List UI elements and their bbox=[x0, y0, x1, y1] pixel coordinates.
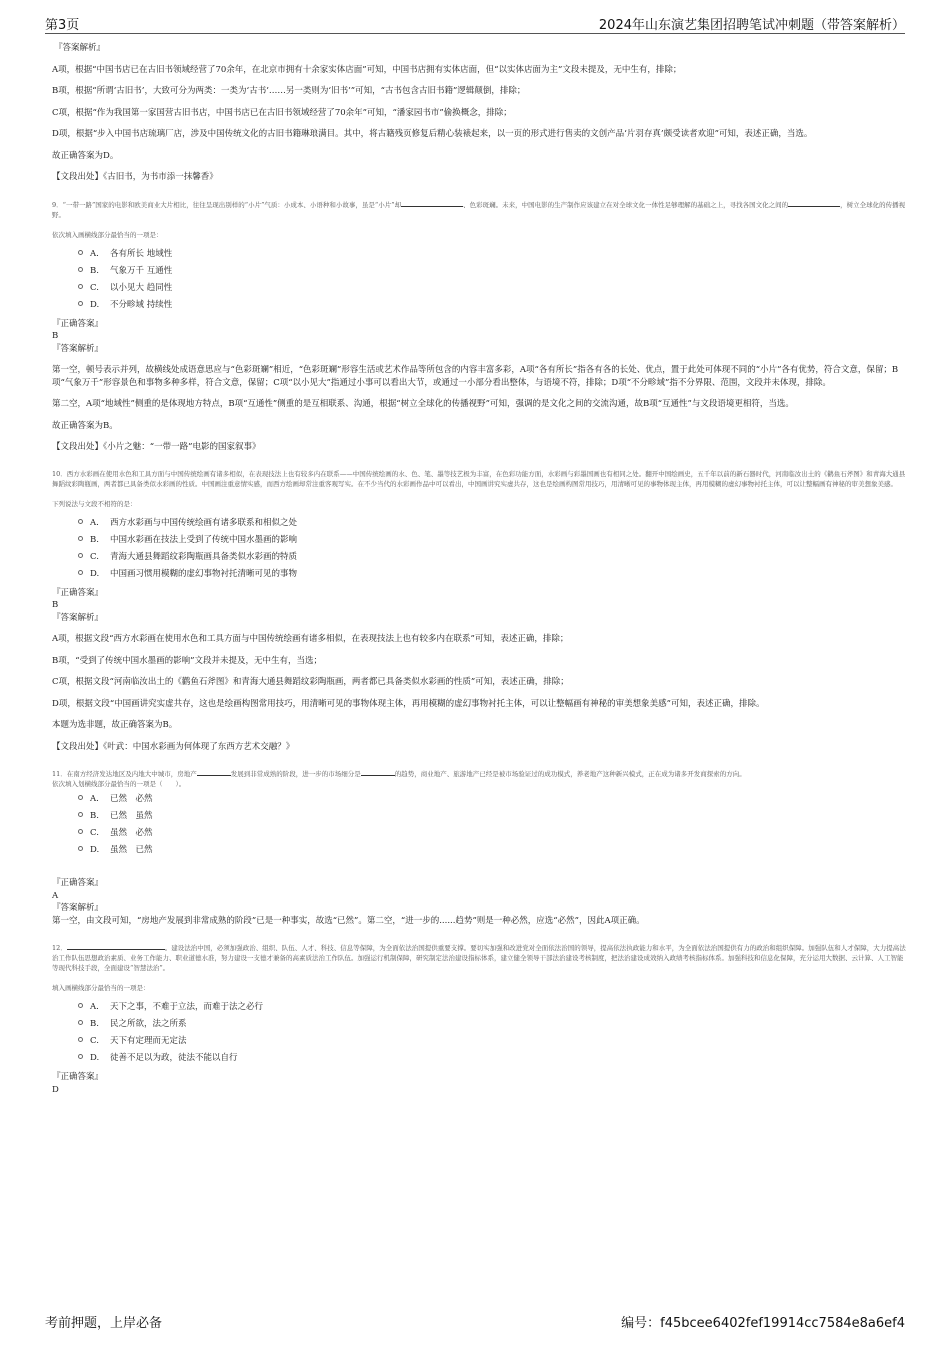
option-c[interactable]: C. 虽然 必然 bbox=[78, 825, 907, 842]
answer-blank bbox=[197, 768, 231, 776]
answer-tag: 『正确答案』 bbox=[52, 878, 104, 888]
question-text: 10．西方水彩画在使用水色和工具方面与中国传统绘画有诸多相似，在表现技法上也有较多内在联系——中国传统绘画的水、色、笔、墨等技艺极为丰富，在色彩功能方面，水彩画与彩墨国画也有相同之处。翻开中国绘画史，五千年以前的新石器时代，河南临汝出土的《鹳鱼石斧图》和青海大通县舞蹈纹彩陶瓶画，两者都已具备类似水彩画的性质。中国画注重意情实感，而西方绘画却常注重客观写实。在不少当代的水彩画作品中可以看出，中国画讲究实虚共存，这也是绘画构图常用技巧，用清晰可见的事物体现主体，再用模糊的虚幻事物衬托主体，可以让整幅画有神秘的审美想象美感。 bbox=[52, 469, 906, 488]
analysis-line: C项，根据文段“河南临汝出土的《鹳鱼石斧图》和青海大通县舞蹈纹彩陶瓶画，两者都已具备类似水彩画的性质”可知，表述正确，排除； bbox=[52, 677, 569, 687]
radio-icon[interactable] bbox=[78, 1054, 83, 1059]
radio-icon[interactable] bbox=[78, 1020, 83, 1025]
option-d[interactable]: D. 中国画习惯用模糊的虚幻事物衬托清晰可见的事物 bbox=[78, 566, 907, 583]
page-number: 第3页 bbox=[45, 18, 80, 33]
radio-icon[interactable] bbox=[78, 267, 83, 272]
radio-icon[interactable] bbox=[78, 846, 83, 851]
conclusion: 故正确答案为B。 bbox=[52, 420, 118, 431]
radio-icon[interactable] bbox=[78, 553, 83, 558]
question-9 bbox=[52, 199, 907, 454]
page-footer bbox=[45, 1312, 905, 1330]
option-a[interactable]: A. 各有所长 地域性 bbox=[78, 246, 907, 263]
question-text: 12． 。建设法治中国，必须加强政治、组织、队伍、人才、科技、信息等保障，为全面依法治国提供重要支撑。要切实加强和改进党对全面依法治国的领导，提高依法执政能力和水平，为全面依法治国提供有力的政治和组织保障。加强队伍和人才保障，大力提高法治工作队伍思想政治素质、业务工作能力、职业道德水准，努力建设一支德才兼备的高素质法治工作队伍。加强运行机制保障，研究制定法治建设指标体系，建立健全领导干部法治建设考核制度，把法治建设成效纳入政绩考核指标体系。加强科技和信息化保障，充分运用大数据、云计算、人工智能等现代科技手段，全面建设“智慧法治”。 bbox=[52, 944, 906, 972]
radio-icon[interactable] bbox=[78, 812, 83, 817]
answer-blank bbox=[788, 199, 840, 207]
option-d[interactable]: D. 虽然 已然 bbox=[78, 842, 907, 859]
radio-icon[interactable] bbox=[78, 250, 83, 255]
option-b[interactable]: B. 气象万千 互通性 bbox=[78, 263, 907, 280]
correct-answer: B bbox=[52, 600, 59, 610]
answer-blank bbox=[67, 942, 165, 950]
radio-icon[interactable] bbox=[78, 1003, 83, 1008]
question-prompt: 依次填入划横线部分最恰当的一项是（ ）。 bbox=[52, 780, 186, 788]
analysis-line: A项，根据“中国书店已在古旧书领域经营了70余年，在北京市拥有十余家实体店面”可知，中国书店拥有实体店面，但“以实体店面为主”文段未提及，无中生有，排除； bbox=[52, 64, 682, 75]
option-d[interactable]: D. 徒善不足以为政，徒法不能以自行 bbox=[78, 1050, 907, 1067]
analysis-line: D项，根据文段“中国画讲究实虚共存，这也是绘画构图常用技巧，用清晰可见的事物体现主体，再用模糊的虚幻事物衬托主体，可以让整幅画有神秘的审美想象美感”可知，表述正确，排除。 bbox=[52, 698, 765, 709]
options bbox=[78, 999, 907, 1067]
radio-icon[interactable] bbox=[78, 519, 83, 524]
option-c[interactable]: C. 天下有定理而无定法 bbox=[78, 1033, 907, 1050]
option-a[interactable]: A. 已然 必然 bbox=[78, 791, 907, 808]
analysis-tag: 『答案解析』 bbox=[52, 343, 104, 354]
analysis-line: C项，根据“作为我国第一家国营古旧书店，中国书店已在古旧书领域经营了70余年”可知，“潘家园书市”偷换概念，排除； bbox=[52, 107, 512, 118]
question-text: 11．在南方经济发达地区及内地大中城市，房地产 发展到非常成熟的阶段，进一步的市场细分是 的趋势，商业地产、旅游地产已经是被市场验证过的成功模式，养老地产这种新兴模式，正在成为诸多开发商探索的方向。 bbox=[52, 770, 746, 778]
question-11 bbox=[52, 768, 907, 927]
correct-answer: A bbox=[52, 890, 59, 901]
radio-icon[interactable] bbox=[78, 536, 83, 541]
options bbox=[78, 791, 907, 859]
answer-tag: 『正确答案』 bbox=[52, 1072, 104, 1082]
option-b[interactable]: B. 民之所欲，法之所系 bbox=[78, 1016, 907, 1033]
analysis-paragraph: 第二空，A项“地域性”侧重的是体现地方特点，B项“互通性”侧重的是互相联系、沟通，根据“树立全球化的传播视野”可知，强调的是文化之间的交流沟通，故B项“互通性”与文段语境更相符，当选。 bbox=[52, 399, 794, 409]
document-body bbox=[52, 42, 907, 1096]
analysis-paragraph: 第一空，由文段可知，“房地产发展到非常成熟的阶段”已是一种事实，故选“已然”。第二空，“进一步的......趋势”则是一种必然，应选“必然”，因此A项正确。 bbox=[52, 915, 645, 926]
conclusion: 故正确答案为D。 bbox=[52, 150, 119, 161]
question-12 bbox=[52, 942, 907, 1096]
document-code: 编号：f45bcee6402fef19914cc7584e8a6ef4 bbox=[621, 1316, 905, 1331]
radio-icon[interactable] bbox=[78, 829, 83, 834]
analysis-tag: 『答案解析』 bbox=[52, 903, 104, 913]
answer-tag: 『正确答案』 bbox=[52, 318, 104, 329]
radio-icon[interactable] bbox=[78, 301, 83, 306]
radio-icon[interactable] bbox=[78, 570, 83, 575]
option-c[interactable]: C. 以小见大 趋同性 bbox=[78, 280, 907, 297]
analysis-line: D项，根据“步入中国书店琉璃厂店，涉及中国传统文化的古旧书籍琳琅满目。其中，将古籍残页修复后精心装裱起来，以一页的形式进行售卖的文创产品‘片羽存真’颇受读者欢迎”可知，表述正确，当选。 bbox=[52, 129, 813, 139]
answer-blank bbox=[401, 199, 463, 207]
option-c[interactable]: C. 青海大通县舞蹈纹彩陶瓶画具备类似水彩画的特质 bbox=[78, 549, 907, 566]
source: 【文段出处】《古旧书，为书市添一抹馨香》 bbox=[52, 172, 218, 182]
conclusion: 本题为选非题，故正确答案为B。 bbox=[52, 720, 178, 730]
question-prompt: 下列说法与文段不相符的是： bbox=[52, 499, 137, 508]
question-8-analysis bbox=[52, 42, 907, 184]
footer-motto: 考前押题，上岸必备 bbox=[45, 1316, 163, 1331]
analysis-tag: 『答案解析』 bbox=[54, 43, 106, 53]
option-a[interactable]: A. 天下之事，不难于立法，而难于法之必行 bbox=[78, 999, 907, 1016]
option-d[interactable]: D. 不分畛域 持续性 bbox=[78, 297, 907, 314]
options bbox=[78, 246, 907, 314]
correct-answer: D bbox=[52, 1084, 59, 1095]
correct-answer: B bbox=[52, 331, 59, 341]
analysis-line: A项，根据文段“西方水彩画在使用水色和工具方面与中国传统绘画有诸多相似，在表现技法上也有较多内在联系”可知，表述正确，排除； bbox=[52, 634, 569, 644]
question-10 bbox=[52, 469, 907, 754]
analysis-line: B项，根据“所谓‘古旧书’，大致可分为两类：一类为‘古书’……另一类则为‘旧书’”可知，“古书包含古旧书籍”逻辑颠倒，排除； bbox=[52, 86, 526, 96]
option-a[interactable]: A. 西方水彩画与中国传统绘画有诸多联系和相似之处 bbox=[78, 515, 907, 532]
question-prompt: 依次填入画横线部分最恰当的一项是： bbox=[52, 230, 163, 239]
option-b[interactable]: B. 中国水彩画在技法上受到了传统中国水墨画的影响 bbox=[78, 532, 907, 549]
answer-blank bbox=[361, 768, 395, 776]
source: 【文段出处】《小片之魅：“一带一路”电影的国家叙事》 bbox=[52, 442, 261, 452]
source: 【文段出处】《叶武：中国水彩画为何体现了东西方艺术交融？》 bbox=[52, 741, 295, 752]
analysis-paragraph: 第一空，顿号表示并列，故横线处成语意思应与“色彩斑斓”相近，“色彩斑斓”形容生活或艺术作品等所包含的内容丰富多彩，A项“各有所长”指各有各的长处、优点，置于此处可体现不同的“小片”各有优势，符合文意，保留；B项“气象万千”形容景色和事物多种多样，符合文意，保留；C项“以小见大”指通过小事可以看出大节，或通过一小部分看出整体，与语境不符，排除；D项“不分畛域”指不分界限、范围，文段并未体现，排除。 bbox=[52, 365, 899, 388]
analysis-line: B项，“受到了传统中国水墨画的影响”文段并未提及，无中生有，当选； bbox=[52, 655, 322, 666]
radio-icon[interactable] bbox=[78, 1037, 83, 1042]
document-title: 2024年山东演艺集团招聘笔试冲刺题（带答案解析） bbox=[598, 18, 905, 33]
answer-tag: 『正确答案』 bbox=[52, 587, 104, 598]
options bbox=[78, 515, 907, 583]
question-prompt: 填入画横线部分最恰当的一项是： bbox=[52, 984, 150, 992]
option-b[interactable]: B. 已然 虽然 bbox=[78, 808, 907, 825]
analysis-tag: 『答案解析』 bbox=[52, 612, 104, 623]
radio-icon[interactable] bbox=[78, 795, 83, 800]
question-text: 9．“一带一路”国家的电影和欧美商业大片相比，往往呈现出别样的“小片”气质：小成本、小语种和小故事，虽是“小片”却 、色彩斑斓。未来，中国电影的生产制作应该建立在对全球文化一体性足够理解的基础之上，寻找各国文化之间的 ，树立全球化的传播视野。 bbox=[52, 200, 906, 219]
radio-icon[interactable] bbox=[78, 284, 83, 289]
page-header bbox=[45, 12, 905, 34]
